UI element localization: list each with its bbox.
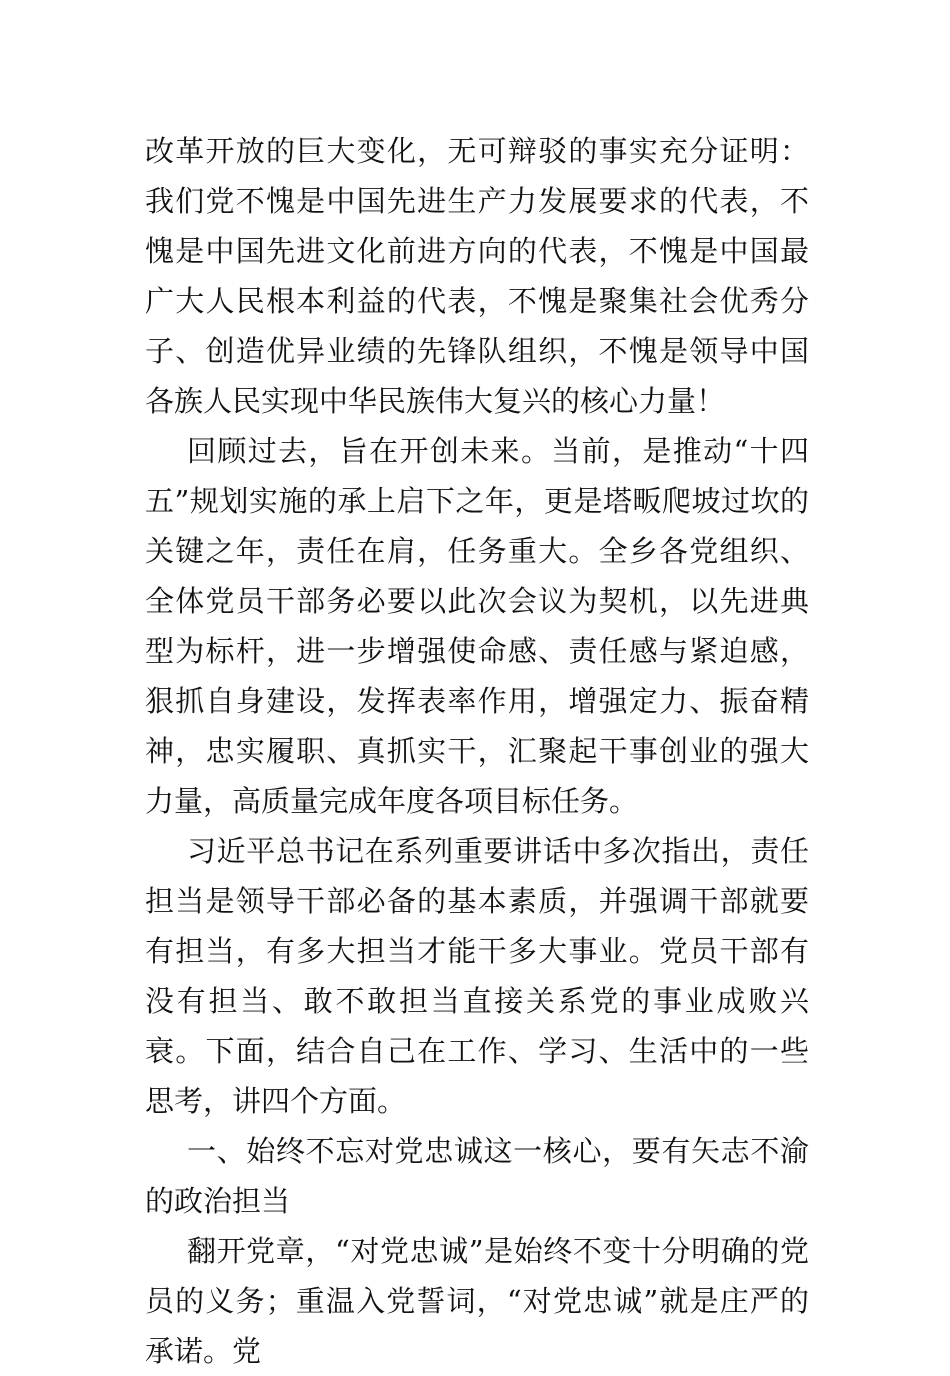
section-heading-one: 一、始终不忘对党忠诚这一核心，要有矢志不渝的政治担当 xyxy=(145,1134,809,1218)
paragraph-party-charter: 翻开党章，“对党忠诚”是始终不变十分明确的党员的义务；重温入党誓词，“对党忠诚”就是庄严的承诺。党 xyxy=(145,1234,809,1368)
paragraph-review-past: 回顾过去，旨在开创未来。当前，是推动“十四五”规划实施的承上启下之年，更是塔畈爬坡过坎的关键之年，责任在肩，任务重大。全乡各党组织、全体党员干部务必要以此次会议为契机，以先进典型为标杆，进一步增强使命感、责任感与紧迫感，狠抓自身建设，发挥表率作用，增强定力、振奋精神，忠实履职、真抓实干，汇聚起干事创业的强大力量，高质量完成年度各项目标任务。 xyxy=(145,434,809,818)
paragraph-continuation: 改革开放的巨大变化，无可辩驳的事实充分证明：我们党不愧是中国先进生产力发展要求的代表，不愧是中国先进文化前进方向的代表，不愧是中国最广大人民根本利益的代表，不愧是聚集社会优秀分子、创造优异业绩的先锋队组织，不愧是领导中国各族人民实现中华民族伟大复兴的核心力量！ xyxy=(145,134,809,418)
paragraph-responsibility: 习近平总书记在系列重要讲话中多次指出，责任担当是领导干部必备的基本素质，并强调干部就要有担当，有多大担当才能干多大事业。党员干部有没有担当、敢不敢担当直接关系党的事业成败兴衰。下面，结合自己在工作、学习、生活中的一些思考，讲四个方面。 xyxy=(145,834,809,1118)
document-body xyxy=(145,126,809,1376)
